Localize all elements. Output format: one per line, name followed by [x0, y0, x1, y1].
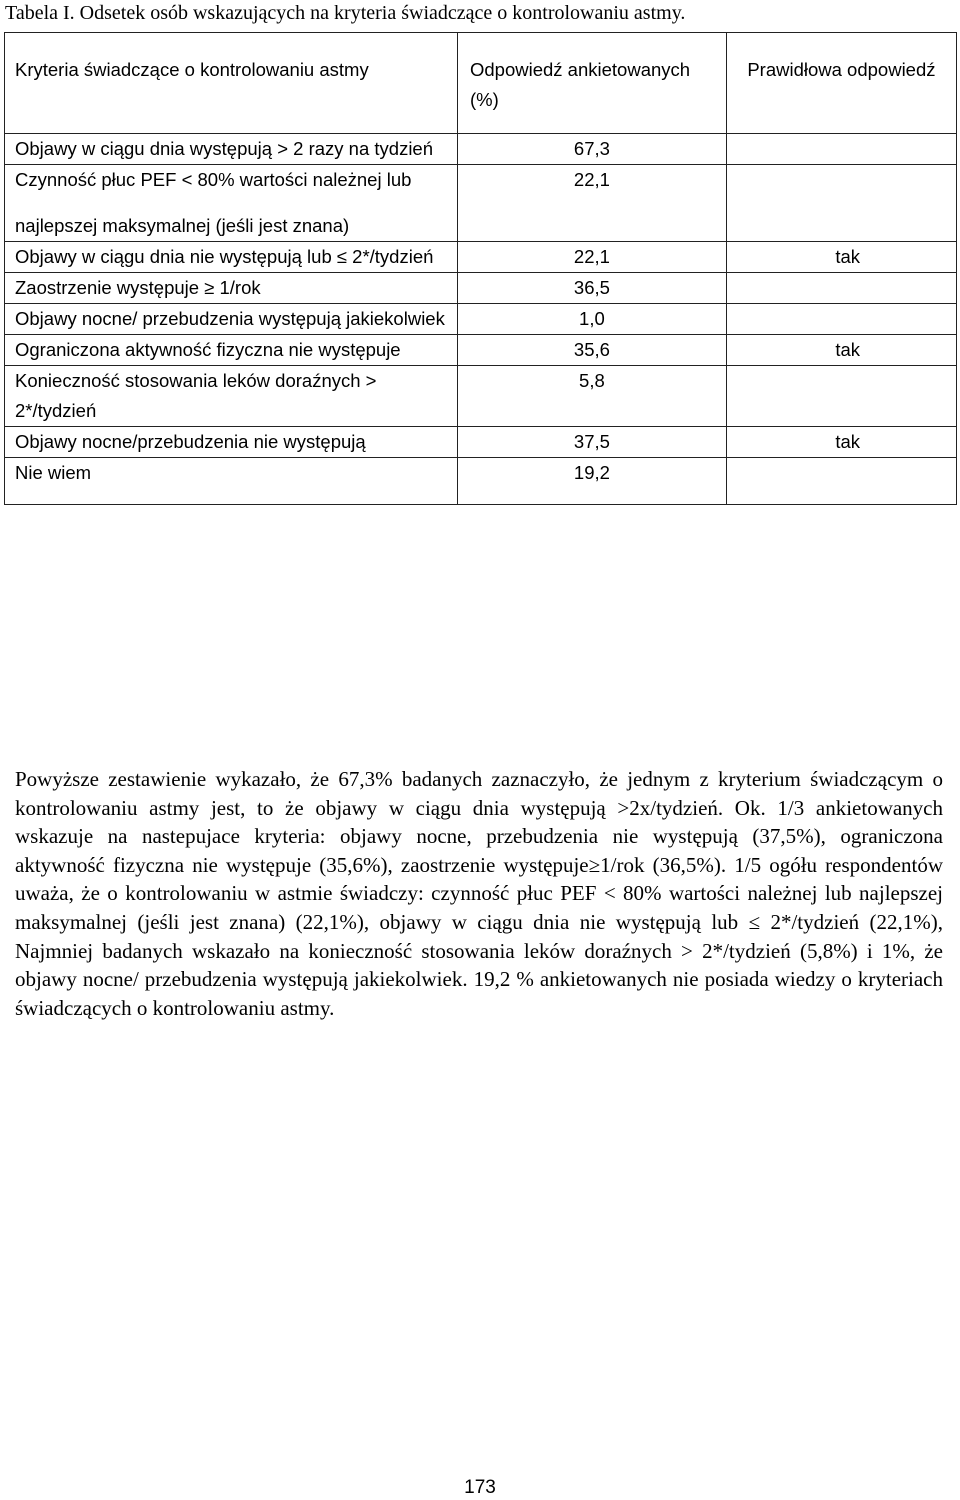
table-row — [5, 335, 957, 366]
table-header-row — [5, 33, 957, 134]
table-row — [5, 427, 957, 458]
table-caption: Tabela I. Odsetek osób wskazujących na kryteria świadczące o kontrolowaniu astmy. — [5, 2, 686, 24]
criterion-cell: Objawy nocne/ przebudzenia występują jakiekolwiek — [5, 304, 458, 335]
correct-cell — [726, 273, 956, 304]
correct-cell: tak — [726, 335, 956, 366]
header-correct-answer: Prawidłowa odpowiedź — [726, 33, 956, 134]
percent-cell: 35,6 — [457, 335, 726, 366]
criterion-cell — [5, 165, 458, 242]
percent-cell: 67,3 — [457, 134, 726, 165]
criterion-cell: Objawy w ciągu dnia występują > 2 razy na tydzień — [5, 134, 458, 165]
correct-cell — [726, 304, 956, 335]
table-row — [5, 458, 957, 505]
summary-paragraph: Powyższe zestawienie wykazało, że 67,3% badanych zaznaczyło, że jednym z kryterium świadczącym o kontrolowaniu astmy jest, to że objawy w ciągu dnia występują >2x/tydzień. Ok. 1/3 ankietowanych wskazuje na nastepujace kryteria: objawy nocne, przebudzenia nie występują (37,5%), ograniczona aktywność fizyczna nie występuje (35,6%), zaostrzenie występuje≥1/rok (36,5%). 1/5 ogółu respondentów uważa, że o kontrolowaniu w astmie świadczy: czynność płuc PEF < 80% wartości należnej lub najlepszej maksymalnej (jeśli jest znana) (22,1%), objawy w ciągu dnia nie występują lub ≤ 2*/tydzień (22,1%), Najmniej badanych wskazało na konieczność stosowania leków doraźnych > 2*/tydzień (5,8%) i 1%, że objawy nocne/ przebudzenia występują jakiekolwiek. 19,2 % ankietowanych nie posiada wiedzy o kryteriach świadczących o kontrolowaniu astmy. — [15, 767, 943, 1020]
correct-cell: tak — [726, 242, 956, 273]
correct-cell: tak — [726, 427, 956, 458]
criterion-cell: Ograniczona aktywność fizyczna nie występuje — [5, 335, 458, 366]
page-number: 173 — [464, 1477, 496, 1498]
header-criteria: Kryteria świadczące o kontrolowaniu astmy — [5, 33, 458, 134]
table-row — [5, 366, 957, 427]
criterion-cell: Objawy w ciągu dnia nie występują lub ≤ 2*/tydzień — [5, 242, 458, 273]
percent-cell: 37,5 — [457, 427, 726, 458]
percent-cell: 22,1 — [457, 165, 726, 242]
table-row — [5, 304, 957, 335]
criterion-cell: Zaostrzenie występuje ≥ 1/rok — [5, 273, 458, 304]
table-row — [5, 242, 957, 273]
correct-cell — [726, 134, 956, 165]
criteria-table — [4, 32, 957, 505]
table-row — [5, 165, 957, 242]
correct-cell — [726, 366, 956, 427]
criterion-cell: Objawy nocne/przebudzenia nie występują — [5, 427, 458, 458]
percent-cell: 5,8 — [457, 366, 726, 427]
correct-cell — [726, 458, 956, 505]
percent-cell: 1,0 — [457, 304, 726, 335]
criterion-cell: Nie wiem — [5, 458, 458, 505]
percent-cell: 36,5 — [457, 273, 726, 304]
percent-cell: 22,1 — [457, 242, 726, 273]
table-row — [5, 273, 957, 304]
table-row — [5, 134, 957, 165]
criterion-cell: Konieczność stosowania leków doraźnych > 2*/tydzień — [5, 366, 458, 427]
correct-cell — [726, 165, 956, 242]
percent-cell: 19,2 — [457, 458, 726, 505]
criterion-line-1: Czynność płuc PEF < 80% wartości należnej lub — [15, 169, 412, 190]
header-response-percent: Odpowiedź ankietowanych (%) — [457, 33, 726, 134]
criterion-line-2: najlepszej maksymalnej (jeśli jest znana) — [15, 215, 350, 236]
